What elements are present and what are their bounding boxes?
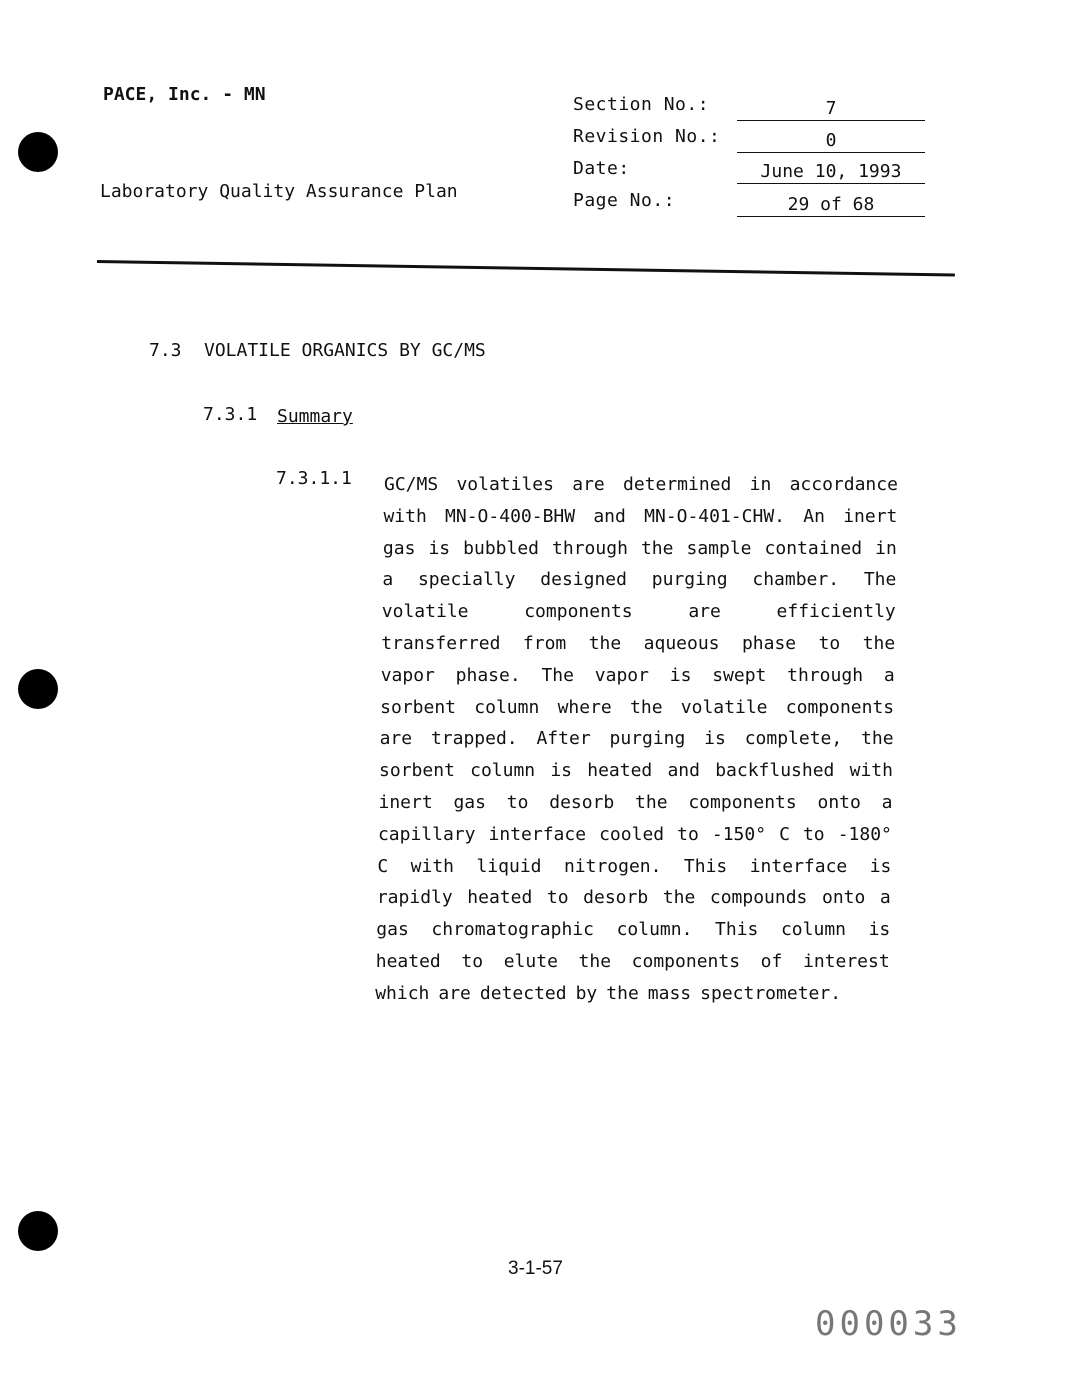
paragraph-line: are trapped. After purging is complete, the — [379, 728, 894, 750]
paragraph-line: which are detected by the mass spectrometer. — [375, 982, 842, 1004]
section-number: 7.3 — [149, 340, 182, 361]
section-value: 7 — [737, 98, 925, 121]
page-value: 29 of 68 — [737, 194, 925, 217]
paragraph-line: capillary interface cooled to -150° C to -180° — [377, 823, 892, 845]
subsection-number: 7.3.1 — [203, 404, 258, 425]
document-stamp-number: 000033 — [815, 1304, 962, 1344]
paragraph-line: GC/MS volatiles are determined in accordance — [384, 474, 898, 495]
revision-label: Revision No.: — [573, 126, 721, 147]
date-value: June 10, 1993 — [737, 161, 925, 184]
date-label: Date: — [573, 158, 630, 179]
paragraph-line: gas is bubbled through the sample contained in — [382, 537, 897, 559]
paragraph-number: 7.3.1.1 — [276, 468, 352, 489]
binder-hole-bottom — [18, 1211, 58, 1251]
paragraph-line: sorbent column is heated and backflushed with — [379, 760, 893, 782]
company-name: PACE, Inc. - MN — [103, 84, 266, 105]
paragraph-line: transferred from the aqueous phase to the — [381, 633, 896, 654]
paragraph-line: sorbent column where the volatile components — [380, 696, 895, 718]
paragraph-line: volatile components are efficiently — [381, 601, 896, 623]
paragraph-line: with MN-O-400-BHW and MN-O-401-CHW. An inert — [383, 505, 898, 527]
paragraph-line: gas chromatographic column. This column is — [376, 919, 891, 941]
paragraph-line: a specially designed purging chamber. The — [382, 569, 897, 591]
section-title: VOLATILE ORGANICS BY GC/MS — [204, 340, 486, 361]
paragraph-line: heated to elute the components of interest — [375, 951, 890, 972]
header-divider — [97, 260, 955, 276]
revision-value: 0 — [737, 130, 925, 153]
binder-hole-top — [18, 132, 58, 172]
page-label: Page No.: — [573, 190, 676, 211]
paragraph-line: inert gas to desorb the components onto a — [378, 792, 893, 813]
paragraph-line: rapidly heated to desorb the compounds onto a — [376, 887, 891, 909]
paragraph-line: vapor phase. The vapor is swept through a — [380, 664, 895, 686]
paragraph-line: C with liquid nitrogen. This interface is — [377, 855, 892, 877]
subsection-title: Summary — [277, 406, 353, 427]
section-label: Section No.: — [573, 94, 710, 115]
page-code: 3-1-57 — [508, 1258, 563, 1279]
binder-hole-middle — [18, 669, 58, 709]
document-title: Laboratory Quality Assurance Plan — [100, 181, 458, 202]
